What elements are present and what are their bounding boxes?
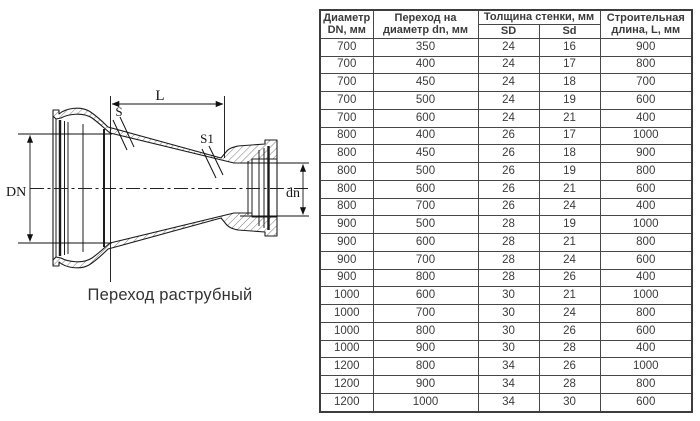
table-cell: 400	[373, 127, 478, 145]
table-row	[320, 358, 692, 376]
table-cell: 700	[600, 74, 692, 92]
header-line: DN, мм	[327, 24, 366, 37]
table-cell: 28	[539, 340, 600, 358]
table-cell: 1000	[600, 216, 692, 234]
table-cell: 26	[478, 145, 539, 163]
table-cell: 30	[478, 322, 539, 340]
table-cell: 800	[373, 358, 478, 376]
table-cell: 600	[373, 234, 478, 252]
table-cell: 400	[373, 56, 478, 74]
table-cell: 1000	[320, 322, 373, 340]
table-cell: 26	[478, 127, 539, 145]
table-cell: 700	[320, 92, 373, 110]
table-row	[320, 127, 692, 145]
table-cell: 19	[539, 163, 600, 181]
length-dimension	[111, 96, 225, 282]
table-cell: 18	[539, 145, 600, 163]
table-cell: 900	[320, 216, 373, 234]
table-cell: 24	[539, 305, 600, 323]
table-cell: 18	[539, 74, 600, 92]
table-cell: 800	[320, 127, 373, 145]
table-cell: 600	[373, 287, 478, 305]
table-cell: 30	[478, 340, 539, 358]
table-cell: 700	[320, 56, 373, 74]
table-cell: 26	[478, 180, 539, 198]
left-socket-grooves	[53, 116, 104, 260]
table-cell: 24	[539, 251, 600, 269]
table-cell: 700	[320, 109, 373, 127]
table-row	[320, 322, 692, 340]
table-cell: 800	[373, 269, 478, 287]
spec-table-header	[320, 10, 692, 38]
table-cell: 600	[600, 251, 692, 269]
header-line: Переход на	[394, 11, 457, 24]
table-cell: 400	[600, 109, 692, 127]
table-cell: 34	[478, 358, 539, 376]
table-cell: 800	[320, 198, 373, 216]
table-cell: 1000	[373, 393, 478, 412]
table-row	[320, 198, 692, 216]
col-header-length	[600, 10, 692, 38]
table-cell: 600	[600, 393, 692, 412]
table-cell: 800	[600, 376, 692, 394]
table-cell: 24	[478, 74, 539, 92]
table-cell: 1000	[320, 340, 373, 358]
table-row	[320, 251, 692, 269]
table-row	[320, 180, 692, 198]
table-cell: 26	[539, 358, 600, 376]
table-cell: 400	[600, 198, 692, 216]
table-cell: 900	[320, 234, 373, 252]
header-line: диаметр dn, мм	[383, 24, 468, 37]
table-cell: 600	[600, 92, 692, 110]
table-cell: 1200	[320, 393, 373, 412]
table-cell: 30	[478, 287, 539, 305]
table-cell: 26	[478, 198, 539, 216]
table-cell: 700	[373, 305, 478, 323]
header-line: Диаметр	[323, 11, 371, 24]
reducer-drawing-panel	[0, 0, 320, 421]
reducer-drawing	[0, 0, 320, 421]
table-cell: 24	[478, 92, 539, 110]
table-cell: 28	[478, 234, 539, 252]
lower-wall-section	[53, 213, 277, 268]
col-header-wall-group: Толщина стенки, мм	[478, 10, 600, 24]
table-cell: 26	[478, 163, 539, 181]
table-cell: 24	[478, 109, 539, 127]
wall-s1-label: S1	[200, 131, 214, 146]
table-cell: 28	[478, 269, 539, 287]
table-cell: 800	[320, 163, 373, 181]
table-row	[320, 56, 692, 74]
table-cell: 400	[600, 269, 692, 287]
table-cell: 26	[539, 322, 600, 340]
wall-s1-callout	[202, 146, 223, 178]
table-cell: 600	[600, 180, 692, 198]
table-cell: 600	[600, 322, 692, 340]
table-row	[320, 393, 692, 412]
table-row	[320, 234, 692, 252]
table-cell: 350	[373, 38, 478, 56]
table-cell: 21	[539, 109, 600, 127]
spec-table	[319, 9, 693, 413]
table-cell: 19	[539, 92, 600, 110]
table-cell: 800	[600, 163, 692, 181]
table-cell: 800	[320, 145, 373, 163]
table-cell: 1200	[320, 358, 373, 376]
table-cell: 34	[478, 376, 539, 394]
table-cell: 24	[478, 56, 539, 74]
table-cell: 30	[539, 393, 600, 412]
header-line: Строительная	[606, 11, 685, 24]
table-cell: 900	[600, 38, 692, 56]
table-cell: 450	[373, 74, 478, 92]
table-row	[320, 92, 692, 110]
table-cell: 600	[373, 180, 478, 198]
table-cell: 700	[373, 198, 478, 216]
table-cell: 900	[320, 251, 373, 269]
table-row	[320, 305, 692, 323]
table-cell: 17	[539, 56, 600, 74]
table-cell: 1000	[600, 287, 692, 305]
table-cell: 450	[373, 145, 478, 163]
col-header-transition	[373, 10, 478, 38]
table-cell: 28	[539, 376, 600, 394]
table-cell: 28	[478, 216, 539, 234]
table-cell: 21	[539, 180, 600, 198]
table-row	[320, 287, 692, 305]
table-cell: 30	[478, 305, 539, 323]
table-cell: 800	[373, 322, 478, 340]
drawing-caption: Переход раструбный	[87, 286, 253, 304]
table-cell: 21	[539, 234, 600, 252]
table-cell: 800	[600, 234, 692, 252]
dn-large-label: DN	[6, 185, 27, 200]
dn-small-label: dn	[286, 186, 300, 201]
table-cell: 17	[539, 127, 600, 145]
table-row	[320, 38, 692, 56]
table-cell: 24	[478, 38, 539, 56]
table-cell: 19	[539, 216, 600, 234]
table-cell: 900	[320, 269, 373, 287]
table-cell: 400	[600, 340, 692, 358]
table-cell: 800	[320, 180, 373, 198]
wall-s-label: S	[115, 104, 123, 119]
table-cell: 1000	[600, 127, 692, 145]
table-row	[320, 145, 692, 163]
table-row	[320, 269, 692, 287]
table-cell: 28	[478, 251, 539, 269]
table-cell: 700	[373, 251, 478, 269]
table-cell: 24	[539, 198, 600, 216]
length-label: L	[155, 88, 165, 104]
spec-table-body	[320, 38, 692, 412]
table-cell: 1200	[320, 376, 373, 394]
header-line: длина, L, мм	[611, 24, 681, 37]
table-row	[320, 74, 692, 92]
col-header-sd-outer: SD	[478, 24, 539, 38]
table-row	[320, 376, 692, 394]
table-cell: 700	[320, 74, 373, 92]
table-row	[320, 163, 692, 181]
table-cell: 900	[600, 145, 692, 163]
table-cell: 600	[373, 109, 478, 127]
table-row	[320, 109, 692, 127]
col-header-sd-inner: Sd	[539, 24, 600, 38]
table-cell: 1000	[320, 305, 373, 323]
col-header-diameter	[320, 10, 373, 38]
table-cell: 26	[539, 269, 600, 287]
table-cell: 700	[320, 38, 373, 56]
table-cell: 34	[478, 393, 539, 412]
table-cell: 500	[373, 163, 478, 181]
table-cell: 1000	[320, 287, 373, 305]
table-cell: 1000	[600, 358, 692, 376]
table-row	[320, 340, 692, 358]
upper-wall-section	[53, 108, 277, 163]
table-cell: 800	[600, 305, 692, 323]
table-cell: 900	[373, 376, 478, 394]
table-cell: 500	[373, 92, 478, 110]
table-cell: 16	[539, 38, 600, 56]
table-cell: 500	[373, 216, 478, 234]
table-row	[320, 216, 692, 234]
table-cell: 21	[539, 287, 600, 305]
table-cell: 800	[600, 56, 692, 74]
table-cell: 900	[373, 340, 478, 358]
